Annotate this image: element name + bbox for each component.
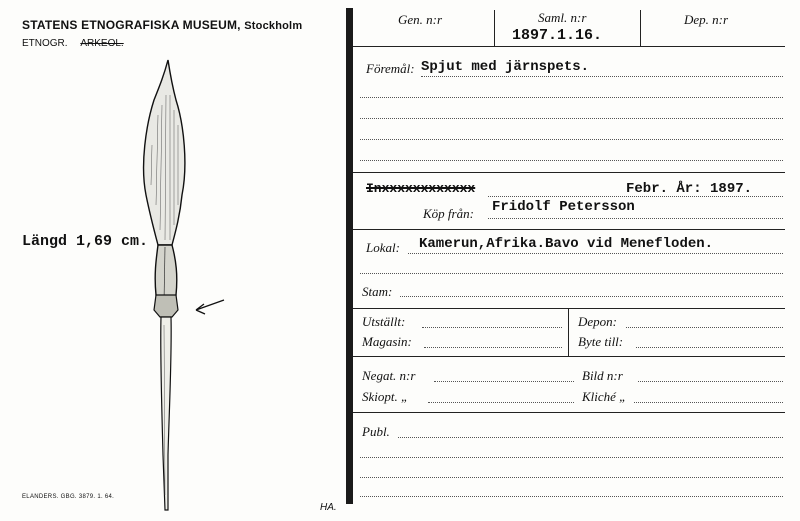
dotted-rule — [422, 327, 562, 328]
dotted-rule — [400, 296, 783, 297]
dotted-rule — [360, 477, 783, 478]
bild-label: Bild n:r — [582, 368, 623, 383]
dep-nr-label: Dep. n:r — [684, 12, 729, 27]
gen-nr-label: Gen. n:r — [398, 12, 443, 27]
museum-city: Stockholm — [244, 20, 303, 32]
arrow-icon — [192, 296, 226, 316]
dotted-rule — [428, 402, 574, 403]
dotted-rule — [638, 381, 783, 382]
department-active: ETNOGR. — [22, 38, 68, 49]
saml-nr-value: 1897.1.16. — [512, 27, 603, 44]
dotted-rule — [421, 76, 783, 77]
row-rule — [353, 412, 785, 413]
dotted-rule — [488, 218, 783, 219]
lokal-label: Lokal: — [366, 240, 400, 255]
dotted-rule — [434, 381, 574, 382]
dotted-rule — [360, 496, 783, 497]
stam-label: Stam: — [362, 284, 393, 299]
saml-nr-label: Saml. n:r — [538, 10, 587, 25]
kop-fran-value: Fridolf Petersson — [492, 199, 635, 215]
byte-till-label: Byte till: — [578, 334, 624, 349]
depon-label: Depon: — [578, 314, 617, 329]
divider — [640, 10, 641, 46]
spear-binding — [154, 295, 178, 317]
row-rule — [353, 46, 785, 47]
dotted-rule — [408, 253, 783, 254]
date-value: Febr. År: 1897. — [626, 181, 753, 197]
department-crossed: ARKEOL. — [80, 38, 124, 49]
spear-shaft — [161, 317, 171, 510]
spear-drawing — [110, 55, 230, 515]
foremal-value: Spjut med järnspets. — [421, 59, 590, 75]
initials: HA. — [320, 502, 337, 513]
kliche-label: Kliché „ — [582, 389, 627, 404]
row-rule — [353, 308, 785, 309]
foremal-label: Föremål: — [366, 61, 415, 76]
kop-fran-label: Köp från: — [423, 206, 474, 221]
dotted-rule — [626, 327, 783, 328]
dotted-rule — [360, 457, 783, 458]
dotted-rule — [488, 196, 783, 197]
museum-name: STATENS ETNOGRAFISKA MUSEUM, — [22, 18, 241, 32]
museum-header — [22, 18, 302, 32]
dotted-rule — [360, 118, 783, 119]
length-label: Längd 1,69 cm. — [22, 233, 149, 250]
dotted-rule — [424, 347, 562, 348]
divider — [568, 308, 569, 356]
dotted-rule — [398, 437, 783, 438]
magasin-label: Magasin: — [362, 334, 412, 349]
dotted-rule — [360, 160, 783, 161]
lokal-value: Kamerun,Afrika.Bavo vid Menefloden. — [419, 236, 714, 252]
dotted-rule — [636, 347, 783, 348]
row-rule — [353, 356, 785, 357]
spear-blade — [144, 60, 185, 245]
negat-label: Negat. n:r — [362, 368, 416, 383]
dotted-rule — [360, 273, 783, 274]
row-rule — [353, 172, 785, 173]
utstallt-label: Utställt: — [362, 314, 406, 329]
card-spine — [346, 8, 353, 504]
row-rule — [353, 229, 785, 230]
skiopt-label: Skiopt. „ — [362, 389, 409, 404]
department-line — [22, 38, 124, 49]
dotted-rule — [634, 402, 783, 403]
crossed-entry: Inxxxxxxxxxxxx — [366, 181, 476, 196]
divider — [494, 10, 495, 46]
publ-label: Publ. — [362, 424, 390, 439]
printer-note: ELANDERS. GBG. 3879. 1. 64. — [22, 494, 115, 500]
dotted-rule — [360, 97, 783, 98]
dotted-rule — [360, 139, 783, 140]
